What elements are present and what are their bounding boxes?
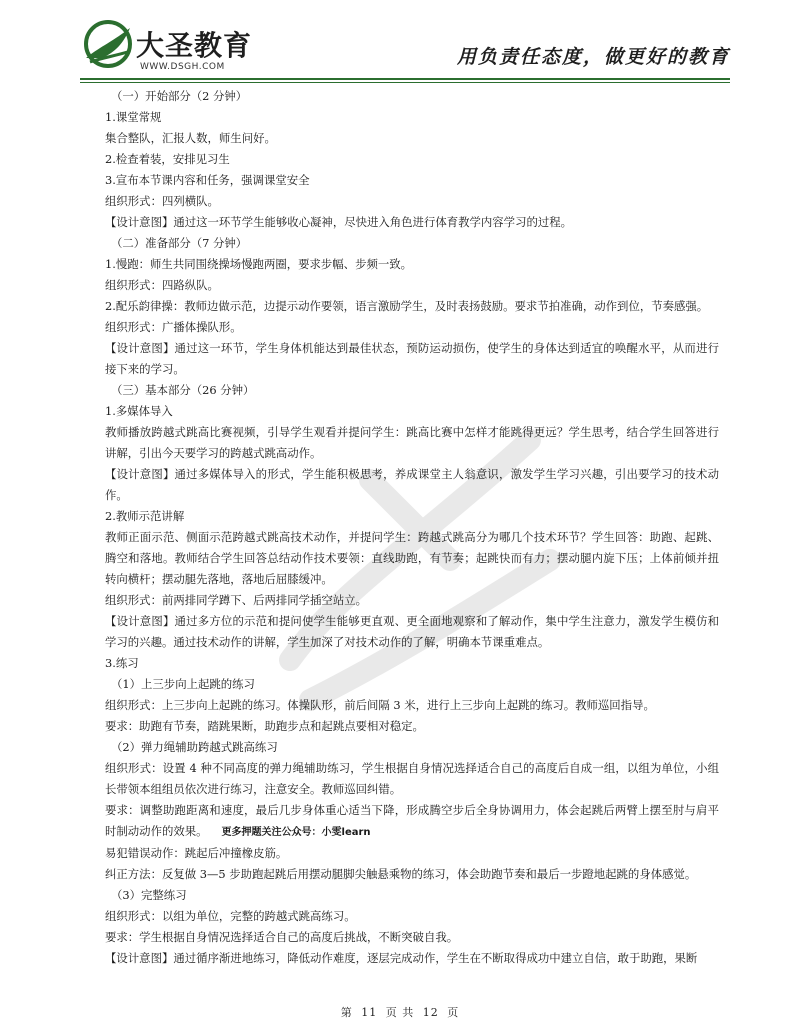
paragraph: 组织形式：四路纵队。	[105, 278, 219, 292]
paragraph: 纠正方法：反复做 3—5 步助跑起跳后用摆动腿脚尖触悬乘物的练习，体会助跑节奏和最后一步蹬地起跳的身体感觉。	[105, 867, 697, 881]
paragraph: 教师正面示范、侧面示范跨越式跳高技术动作，并提问学生：跨越式跳高分为哪几个技术环节？学生回答：助跑、起跳、腾空和落地。教师结合学生回答总结动作技术要领：直线助跑，有节奏；起跳快而有力；摆动腿内旋下压；上体前倾并扭转向横杆；摆动腿先落地，落地后屈膝缓冲。	[105, 530, 719, 586]
design-intent: 【设计意图】通过这一环节，学生身体机能达到最佳状态，预防运动损伤，使学生的身体达到适宜的唤醒水平，从而进行接下来的学习。	[105, 341, 719, 376]
page-footer	[0, 1004, 800, 1020]
paragraph: 组织形式：广播体操队形。	[105, 320, 242, 334]
paragraph: 教师播放跨越式跳高比赛视频，引导学生观看并提问学生：跳高比赛中怎样才能跳得更远？学生思考，结合学生回答进行讲解，引出今天要学习的跨越式跳高动作。	[105, 425, 719, 460]
header-rule	[80, 78, 730, 80]
subheading: 3.宣布本节课内容和任务，强调课堂安全	[105, 173, 310, 187]
paragraph: 要求：学生根据自身情况选择适合自己的高度后挑战，不断突破自我。	[105, 930, 459, 944]
page-header	[80, 18, 730, 78]
logo-url: WWW.DSGH.COM	[140, 62, 225, 72]
section-heading: （三）基本部分（26 分钟）	[111, 383, 255, 397]
subheading: 1.多媒体导入	[105, 404, 173, 418]
page-total: 12	[422, 1006, 439, 1019]
page-label: 页 共	[385, 1006, 415, 1019]
page-number: 11	[361, 1006, 378, 1019]
paragraph: 易犯错误动作：跳起后冲撞橡皮筋。	[105, 846, 288, 860]
paragraph: 组织形式：前两排同学蹲下、后两排同学插空站立。	[105, 593, 367, 607]
logo-title: 大圣教育	[136, 29, 253, 62]
subheading: （1）上三步向上起跳的练习	[111, 677, 255, 691]
paragraph: 1.慢跑：师生共同围绕操场慢跑两圈，要求步幅、步频一致。	[105, 257, 413, 271]
design-intent: 【设计意图】通过多方位的示范和提问使学生能够更直观、更全面地观察和了解动作，集中学生注意力，激发学生模仿和学习的兴趣。通过技术动作的讲解，学生加深了对技术动作的了解，明确本节课重难点。	[105, 614, 719, 649]
subheading: （2）弹力绳辅助跨越式跳高练习	[111, 740, 278, 754]
subheading: 2.检查着装，安排见习生	[105, 152, 230, 166]
document-body	[105, 86, 719, 969]
header-rule-thin	[80, 82, 730, 83]
design-intent: 【设计意图】通过这一环节学生能够收心凝神，尽快进入角色进行体育教学内容学习的过程。	[105, 215, 573, 229]
section-heading: （二）准备部分（7 分钟）	[111, 236, 248, 250]
subheading: （3）完整练习	[111, 888, 187, 902]
promo-text: 更多押题关注公众号：小雯learn	[221, 827, 371, 838]
logo-bird-icon	[80, 18, 140, 70]
page-label: 页	[447, 1006, 460, 1019]
paragraph: 要求：调整助跑距离和速度，最后几步身体重心适当下降，形成腾空步后全身协调用力，体会起跳后两臂上摆至肘与肩平时制动动作的效果。	[105, 803, 719, 838]
header-slogan: 用负责任态度，做更好的教育	[456, 46, 730, 68]
paragraph: 2.配乐韵律操：教师边做示范，边提示动作要领，语言激励学生，及时表扬鼓励。要求节拍准确，动作到位，节奏感强。	[105, 299, 709, 313]
subheading: 3.练习	[105, 656, 139, 670]
paragraph: 要求：助跑有节奏，踏跳果断，助跑步点和起跳点要相对稳定。	[105, 719, 424, 733]
design-intent: 【设计意图】通过多媒体导入的形式，学生能积极思考，养成课堂主人翁意识，激发学生学习兴趣，引出要学习的技术动作。	[105, 467, 719, 502]
paragraph: 组织形式：上三步向上起跳的练习。体操队形，前后间隔 3 米，进行上三步向上起跳的练习。教师巡回指导。	[105, 698, 655, 712]
subheading: 2.教师示范讲解	[105, 509, 185, 523]
paragraph: 集合整队，汇报人数，师生问好。	[105, 131, 276, 145]
design-intent: 【设计意图】通过循序渐进地练习，降低动作难度，逐层完成动作，学生在不断取得成功中建立自信，敢于助跑，果断	[105, 951, 698, 965]
paragraph: 组织形式：四列横队。	[105, 194, 219, 208]
paragraph: 组织形式：设置 4 种不同高度的弹力绳辅助练习，学生根据自身情况选择适合自己的高度后自成一组，以组为单位，小组长带领本组组员依次进行练习，注意安全。教师巡回纠错。	[105, 761, 719, 796]
paragraph-with-promo	[105, 800, 719, 843]
section-heading: （一）开始部分（2 分钟）	[111, 89, 248, 103]
paragraph: 组织形式：以组为单位，完整的跨越式跳高练习。	[105, 909, 356, 923]
page-label: 第	[340, 1006, 353, 1019]
subheading: 1.课堂常规	[105, 110, 162, 124]
